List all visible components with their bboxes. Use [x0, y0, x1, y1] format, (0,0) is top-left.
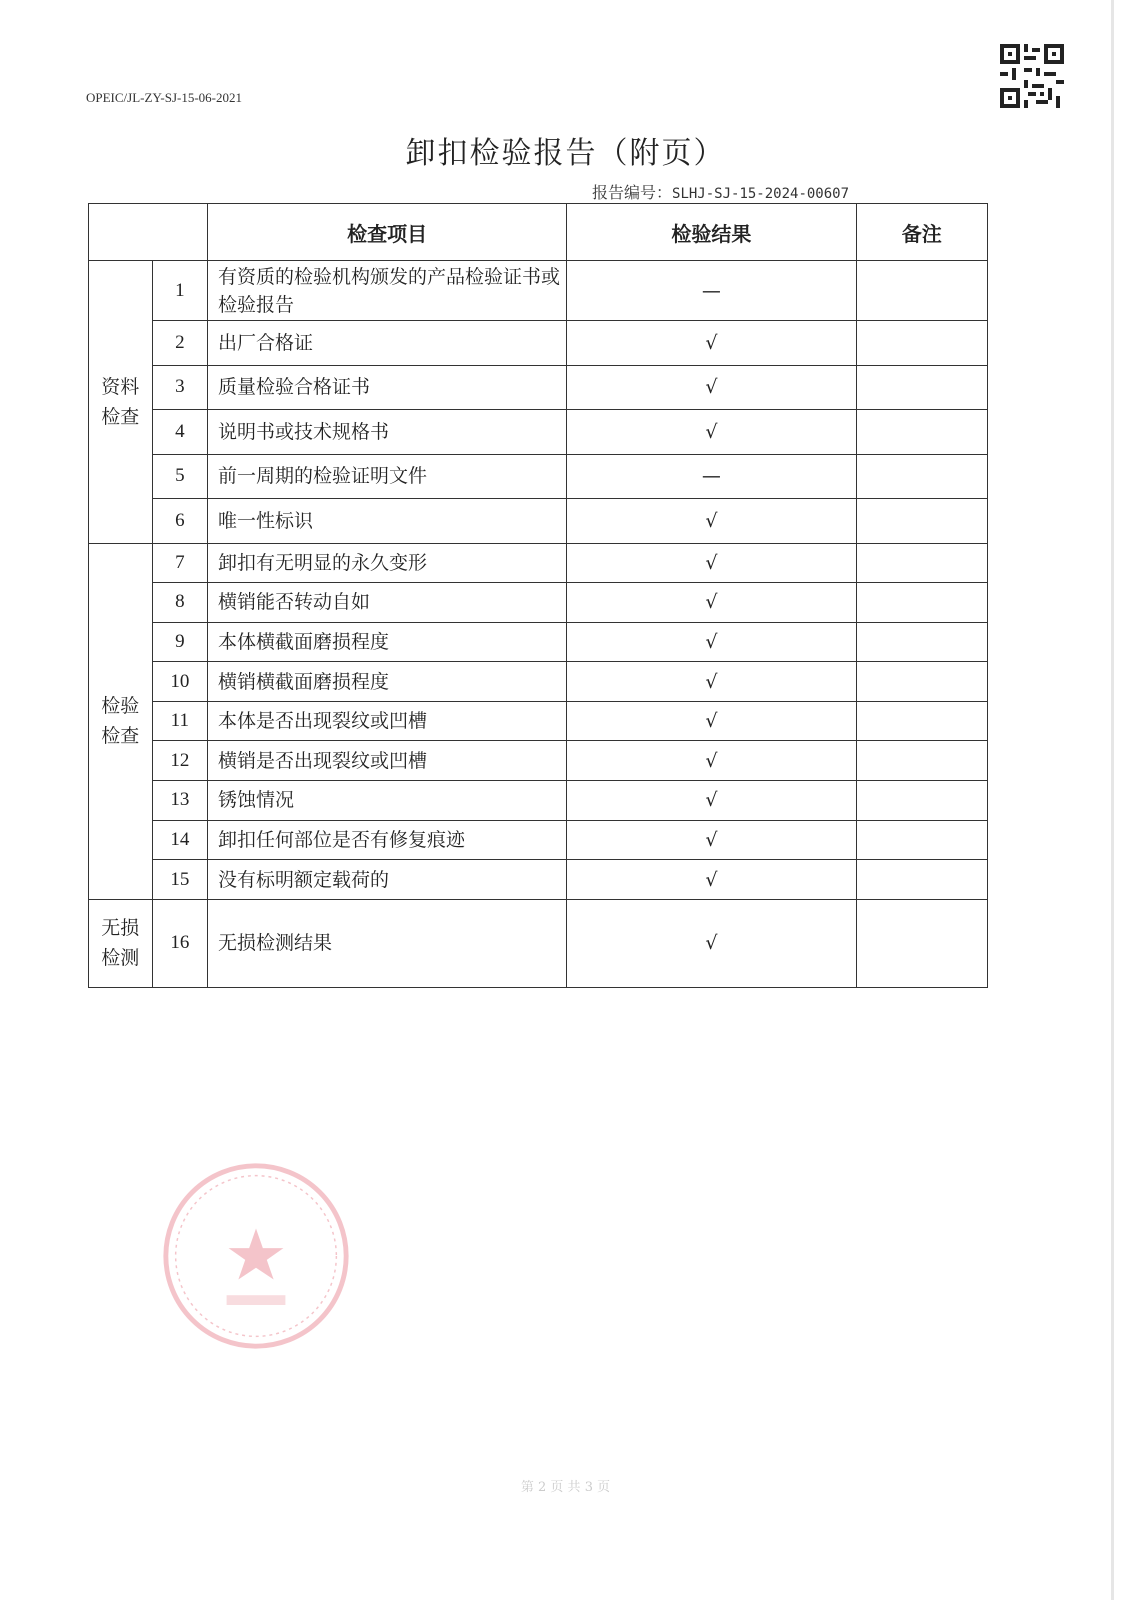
category-cell: 无损检测: [89, 899, 153, 987]
row-item: 唯一性标识: [208, 499, 567, 544]
row-item: 横销能否转动自如: [208, 583, 567, 623]
table-row: [89, 321, 988, 366]
row-result: √: [567, 820, 856, 860]
table-row: [89, 583, 988, 623]
row-result: —: [567, 261, 856, 321]
row-note: [856, 860, 987, 900]
table-row: [89, 454, 988, 499]
row-item: 前一周期的检验证明文件: [208, 454, 567, 499]
row-note: [856, 781, 987, 821]
row-item: 卸扣有无明显的永久变形: [208, 543, 567, 583]
row-item: 横销是否出现裂纹或凹槽: [208, 741, 567, 781]
scan-edge: [1111, 0, 1114, 1600]
row-result: √: [567, 321, 856, 366]
report-number-label: 报告编号：: [592, 183, 673, 202]
row-number: 6: [152, 499, 207, 544]
qr-code-icon: [1000, 44, 1064, 108]
category-cell: 检验检查: [89, 543, 153, 899]
row-item: 无损检测结果: [208, 899, 567, 987]
doc-code: OPEIC/JL-ZY-SJ-15-06-2021: [86, 90, 242, 105]
table-row: [89, 899, 988, 987]
row-note: [856, 410, 987, 455]
row-number: 16: [152, 899, 207, 987]
table-row: [89, 622, 988, 662]
row-item: 质量检验合格证书: [208, 365, 567, 410]
row-result: √: [567, 499, 856, 544]
row-number: 4: [152, 410, 207, 455]
row-number: 1: [152, 261, 207, 321]
row-result: √: [567, 543, 856, 583]
row-number: 10: [152, 662, 207, 702]
row-number: 2: [152, 321, 207, 366]
table-row: [89, 701, 988, 741]
row-number: 9: [152, 622, 207, 662]
report-number: [592, 180, 849, 203]
table-row: [89, 741, 988, 781]
row-item: 卸扣任何部位是否有修复痕迹: [208, 820, 567, 860]
row-result: √: [567, 622, 856, 662]
table-row: [89, 261, 988, 321]
table-header-row: [89, 204, 988, 261]
header-item: 检查项目: [208, 204, 567, 261]
row-item: 说明书或技术规格书: [208, 410, 567, 455]
row-number: 13: [152, 781, 207, 821]
row-result: √: [567, 860, 856, 900]
table-row: [89, 662, 988, 702]
row-result: √: [567, 701, 856, 741]
row-note: [856, 622, 987, 662]
row-result: √: [567, 365, 856, 410]
row-number: 5: [152, 454, 207, 499]
category-cell: 资料检查: [89, 261, 153, 544]
row-item: 出厂合格证: [208, 321, 567, 366]
row-item: 横销横截面磨损程度: [208, 662, 567, 702]
row-result: √: [567, 662, 856, 702]
row-number: 3: [152, 365, 207, 410]
row-note: [856, 454, 987, 499]
row-result: √: [567, 741, 856, 781]
table-row: [89, 410, 988, 455]
page-footer: 第 2 页 共 3 页: [520, 1480, 611, 1495]
table-row: [89, 820, 988, 860]
header-note: 备注: [856, 204, 987, 261]
row-result: √: [567, 583, 856, 623]
row-number: 15: [152, 860, 207, 900]
row-note: [856, 543, 987, 583]
table-row: [89, 365, 988, 410]
row-number: 8: [152, 583, 207, 623]
row-item: 有资质的检验机构颁发的产品检验证书或检验报告: [208, 261, 567, 321]
row-note: [856, 741, 987, 781]
row-item: 没有标明额定载荷的: [208, 860, 567, 900]
page-title: 卸扣检验报告（附页）: [405, 136, 726, 171]
row-number: 11: [152, 701, 207, 741]
row-result: √: [567, 781, 856, 821]
row-item: 本体横截面磨损程度: [208, 622, 567, 662]
row-note: [856, 499, 987, 544]
row-note: [856, 583, 987, 623]
row-item: 本体是否出现裂纹或凹槽: [208, 701, 567, 741]
inspection-table: [88, 203, 988, 988]
row-note: [856, 662, 987, 702]
row-number: 12: [152, 741, 207, 781]
official-seal: [158, 1158, 354, 1354]
row-number: 7: [152, 543, 207, 583]
row-result: —: [567, 454, 856, 499]
header-result: 检验结果: [567, 204, 856, 261]
table-row: [89, 543, 988, 583]
row-result: √: [567, 899, 856, 987]
row-item: 锈蚀情况: [208, 781, 567, 821]
row-result: √: [567, 410, 856, 455]
row-note: [856, 321, 987, 366]
report-number-value: SLHJ-SJ-15-2024-00607: [672, 186, 850, 202]
table-row: [89, 781, 988, 821]
row-note: [856, 261, 987, 321]
table-row: [89, 499, 988, 544]
row-number: 14: [152, 820, 207, 860]
row-note: [856, 899, 987, 987]
header-blank: [89, 204, 208, 261]
row-note: [856, 701, 987, 741]
row-note: [856, 365, 987, 410]
row-note: [856, 820, 987, 860]
table-row: [89, 860, 988, 900]
